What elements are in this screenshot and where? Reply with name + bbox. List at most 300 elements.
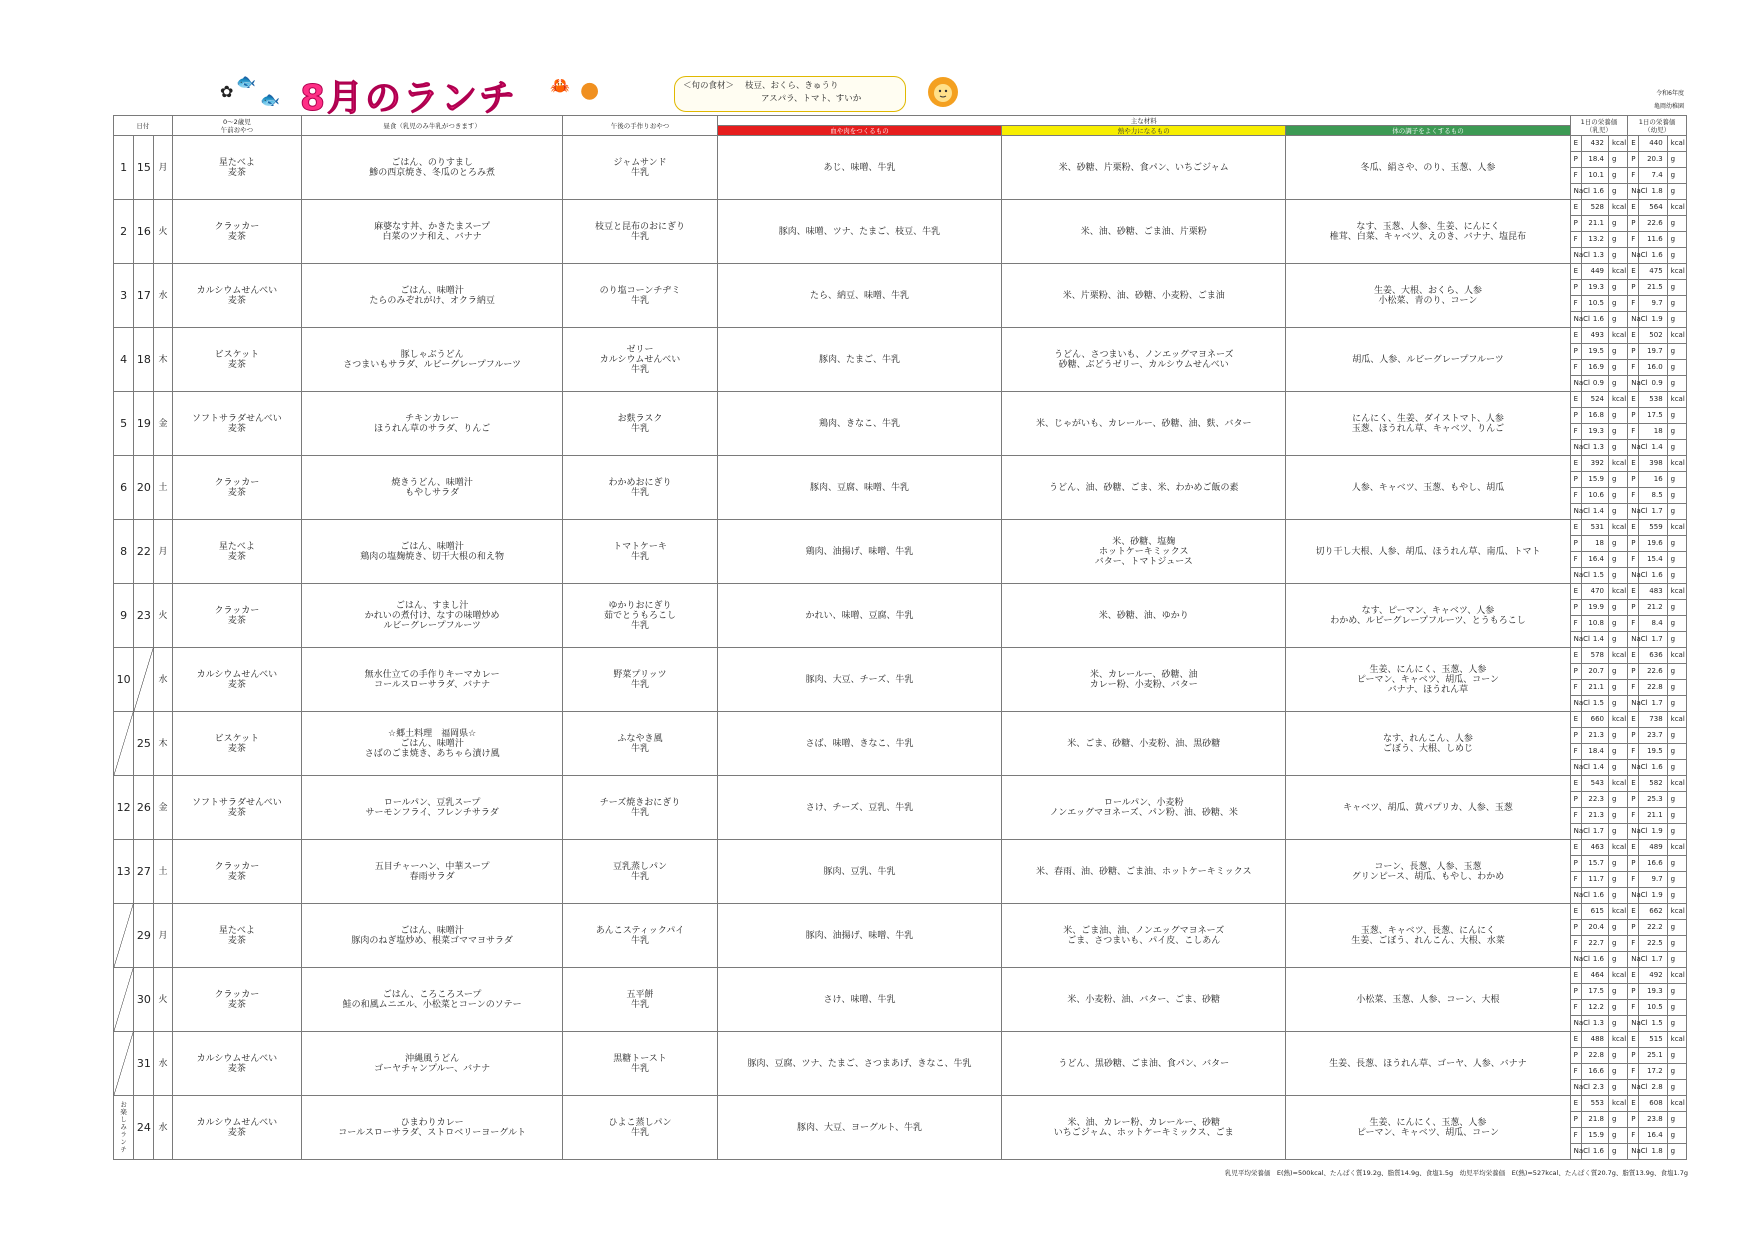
table-row [114, 264, 1687, 280]
table-row [114, 776, 1687, 792]
nutrient-key: F [1570, 744, 1581, 760]
nutrient-key: NaCl [1628, 376, 1639, 392]
nutrient-key: E [1570, 584, 1581, 600]
nutrient-unit: g [1667, 552, 1686, 568]
date-cell: 25 [134, 712, 154, 776]
nutrient-unit: g [1609, 888, 1628, 904]
infant-nutrient-value: 10.1 [1581, 168, 1608, 184]
school-name: 亀岡幼稚園 [1653, 103, 1684, 110]
child-nutrient-value: 1.9 [1639, 312, 1667, 328]
nutrient-key: F [1570, 680, 1581, 696]
nutrient-key: P [1570, 1048, 1581, 1064]
date-cell [134, 648, 154, 712]
nutrient-unit: kcal [1609, 392, 1628, 408]
child-nutrient-value: 1.6 [1639, 568, 1667, 584]
nutrient-key: E [1570, 328, 1581, 344]
infant-nutrient-value: 392 [1581, 456, 1608, 472]
nutrient-key: NaCl [1628, 1080, 1639, 1096]
child-nutrient-value: 19.6 [1639, 536, 1667, 552]
infant-snack-cell: クラッカー 麦茶 [172, 200, 301, 264]
nutrient-key: F [1628, 168, 1639, 184]
afternoon-snack-cell: 五平餅 牛乳 [563, 968, 718, 1032]
infant-nutrient-value: 15.9 [1581, 1128, 1608, 1144]
child-nutrient-value: 22.2 [1639, 920, 1667, 936]
green-group-cell: なす、れんこん、人参 ごぼう、大根、しめじ [1286, 712, 1570, 776]
infant-nutrient-value: 16.6 [1581, 1064, 1608, 1080]
nutrient-unit: g [1667, 1080, 1686, 1096]
infant-nutrient-value: 1.4 [1581, 632, 1608, 648]
nutrient-key: F [1628, 872, 1639, 888]
nutrient-unit: g [1667, 792, 1686, 808]
nutrient-key: F [1570, 296, 1581, 312]
nutrient-unit: g [1609, 1112, 1628, 1128]
table-row [114, 200, 1687, 216]
child-nutrient-value: 19.5 [1639, 744, 1667, 760]
afternoon-snack-cell: のり塩コーンチヂミ 牛乳 [563, 264, 718, 328]
fish-icon: 🐟 [260, 90, 280, 109]
nutrient-unit: g [1609, 616, 1628, 632]
infant-nutrient-value: 578 [1581, 648, 1608, 664]
nutrient-key: P [1570, 408, 1581, 424]
nutrient-key: NaCl [1570, 440, 1581, 456]
nutrient-key: E [1570, 968, 1581, 984]
nutrient-unit: g [1667, 824, 1686, 840]
header-lunch: 昼食（乳児のみ牛乳がつきます） [302, 116, 563, 136]
nutrient-key: F [1570, 360, 1581, 376]
seasonal-line-1: 枝豆、おくら、きゅうり [745, 81, 839, 91]
nutrient-unit: g [1667, 760, 1686, 776]
child-nutrient-value: 398 [1639, 456, 1667, 472]
table-row [114, 136, 1687, 152]
nutrient-key: NaCl [1570, 248, 1581, 264]
nutrient-key: E [1628, 392, 1639, 408]
child-nutrient-value: 492 [1639, 968, 1667, 984]
yellow-group-cell: 米、じゃがいも、カレールー、砂糖、油、麩、バター [1002, 392, 1286, 456]
nutrient-unit: g [1609, 1048, 1628, 1064]
child-nutrient-value: 1.7 [1639, 632, 1667, 648]
nutrient-unit: kcal [1667, 328, 1686, 344]
nutrient-unit: kcal [1609, 456, 1628, 472]
nutrient-unit: g [1609, 696, 1628, 712]
date-cell: 31 [134, 1032, 154, 1096]
nutrient-unit: g [1609, 984, 1628, 1000]
nutrient-key: E [1570, 200, 1581, 216]
weekday-cell: 木 [154, 328, 172, 392]
table-row [114, 584, 1687, 600]
nutrient-key: E [1570, 648, 1581, 664]
yellow-group-cell: 米、砂糖、油、ゆかり [1002, 584, 1286, 648]
nutrient-unit: kcal [1667, 648, 1686, 664]
nutrient-unit: g [1667, 984, 1686, 1000]
nutrient-unit: g [1609, 504, 1628, 520]
lunch-cell: 豚しゃぶうどん さつまいもサラダ、ルビーグレープフルーツ [302, 328, 563, 392]
green-group-cell: 小松菜、玉葱、人参、コーン、大根 [1286, 968, 1570, 1032]
nutrient-unit: g [1667, 248, 1686, 264]
nutrient-unit: g [1609, 1000, 1628, 1016]
day-number: 1 [114, 136, 134, 200]
seasonal-line-2: アスパラ、トマト、すいか [761, 94, 862, 104]
table-row [114, 1032, 1687, 1048]
green-group-cell: コーン、長葱、人参、玉葱 グリンピース、胡瓜、もやし、わかめ [1286, 840, 1570, 904]
nutrient-key: P [1570, 152, 1581, 168]
fish-icon: 🐟 [236, 72, 256, 91]
nutrient-unit: kcal [1609, 520, 1628, 536]
green-group-cell: なす、玉葱、人参、生姜、にんにく 椎茸、白菜、キャベツ、えのき、バナナ、塩昆布 [1286, 200, 1570, 264]
child-nutrient-value: 25.1 [1639, 1048, 1667, 1064]
nutrient-key: F [1570, 616, 1581, 632]
nutrient-unit: g [1609, 536, 1628, 552]
nutrient-unit: g [1667, 1064, 1686, 1080]
red-group-cell: あじ、味噌、牛乳 [717, 136, 1001, 200]
nutrient-key: P [1570, 280, 1581, 296]
weekday-cell: 土 [154, 456, 172, 520]
child-nutrient-value: 559 [1639, 520, 1667, 536]
red-group-cell: 豚肉、たまご、牛乳 [717, 328, 1001, 392]
nutrient-unit: g [1667, 408, 1686, 424]
nutrient-key: P [1570, 600, 1581, 616]
nutrient-unit: kcal [1667, 584, 1686, 600]
seasonal-ingredients-box [674, 76, 906, 112]
nutrient-unit: kcal [1667, 520, 1686, 536]
infant-nutrient-value: 1.3 [1581, 248, 1608, 264]
nutrient-unit: g [1609, 184, 1628, 200]
nutrient-key: P [1570, 920, 1581, 936]
nutrient-unit: kcal [1609, 968, 1628, 984]
header-ingredients: 主な材料 [717, 116, 1570, 126]
nutrient-key: NaCl [1628, 440, 1639, 456]
infant-nutrient-value: 660 [1581, 712, 1608, 728]
nutrient-key: F [1570, 552, 1581, 568]
nutrient-key: P [1628, 280, 1639, 296]
crab-icon: 🦀 [550, 76, 570, 95]
lunch-cell: ごはん、のりすまし 鯵の西京焼き、冬瓜のとろみ煮 [302, 136, 563, 200]
nutrient-unit: g [1667, 664, 1686, 680]
nutrient-key: E [1628, 968, 1639, 984]
child-nutrient-value: 636 [1639, 648, 1667, 664]
nutrient-key: F [1628, 552, 1639, 568]
nutrient-unit: g [1667, 744, 1686, 760]
special-lunch-label: お楽しみランチ [114, 1096, 134, 1160]
infant-snack-cell: カルシウムせんべい 麦茶 [172, 264, 301, 328]
nutrient-key: P [1570, 664, 1581, 680]
infant-nutrient-value: 19.3 [1581, 280, 1608, 296]
infant-snack-cell: ソフトサラダせんべい 麦茶 [172, 392, 301, 456]
nutrient-unit: g [1667, 504, 1686, 520]
beach-ball-icon: ● [580, 78, 600, 103]
afternoon-snack-cell: ゆかりおにぎり 茹でとうもろこし 牛乳 [563, 584, 718, 648]
nutrient-key: F [1628, 296, 1639, 312]
green-group-cell: 冬瓜、絹さや、のり、玉葱、人参 [1286, 136, 1570, 200]
date-cell: 27 [134, 840, 154, 904]
infant-nutrient-value: 1.4 [1581, 504, 1608, 520]
nutrient-key: E [1628, 712, 1639, 728]
weekday-cell: 水 [154, 264, 172, 328]
nutrient-unit: kcal [1609, 328, 1628, 344]
nutrient-unit: g [1667, 536, 1686, 552]
header-green-group: 体の調子をよくするもの [1286, 126, 1570, 136]
nutrient-unit: g [1609, 600, 1628, 616]
nutrient-unit: kcal [1667, 136, 1686, 152]
nutrient-unit: g [1609, 552, 1628, 568]
infant-snack-cell: 星たべよ 麦茶 [172, 904, 301, 968]
infant-nutrient-value: 16.9 [1581, 360, 1608, 376]
nutrient-unit: g [1667, 168, 1686, 184]
child-nutrient-value: 564 [1639, 200, 1667, 216]
infant-snack-cell: ソフトサラダせんべい 麦茶 [172, 776, 301, 840]
nutrient-key: P [1628, 152, 1639, 168]
nutrient-unit: g [1609, 760, 1628, 776]
nutrient-unit: kcal [1609, 1096, 1628, 1112]
infant-nutrient-value: 1.7 [1581, 824, 1608, 840]
green-group-cell: 生姜、大根、おくら、人参 小松菜、青のり、コーン [1286, 264, 1570, 328]
lunch-cell: チキンカレー ほうれん草のサラダ、りんご [302, 392, 563, 456]
green-group-cell: なす、ピーマン、キャベツ、人参 わかめ、ルビーグレープフルーツ、とうもろこし [1286, 584, 1570, 648]
child-nutrient-value: 608 [1639, 1096, 1667, 1112]
nutrient-key: E [1628, 584, 1639, 600]
child-nutrient-value: 19.7 [1639, 344, 1667, 360]
lunch-menu-table [113, 115, 1687, 1160]
nutrient-key: NaCl [1570, 1080, 1581, 1096]
nutrient-key: P [1628, 472, 1639, 488]
child-nutrient-value: 22.8 [1639, 680, 1667, 696]
day-number: 3 [114, 264, 134, 328]
afternoon-snack-cell: ゼリー カルシウムせんべい 牛乳 [563, 328, 718, 392]
nutrient-key: P [1628, 344, 1639, 360]
infant-snack-cell: カルシウムせんべい 麦茶 [172, 1096, 301, 1160]
nutrient-key: P [1570, 216, 1581, 232]
weekday-cell: 月 [154, 520, 172, 584]
nutrient-unit: g [1667, 872, 1686, 888]
red-group-cell: さけ、チーズ、豆乳、牛乳 [717, 776, 1001, 840]
infant-nutrient-value: 19.5 [1581, 344, 1608, 360]
infant-snack-cell: カルシウムせんべい 麦茶 [172, 648, 301, 712]
yellow-group-cell: 米、春雨、油、砂糖、ごま油、ホットケーキミックス [1002, 840, 1286, 904]
nutrient-unit: g [1609, 152, 1628, 168]
nutrient-key: E [1570, 392, 1581, 408]
nutrient-key: E [1570, 520, 1581, 536]
child-nutrient-value: 16.4 [1639, 1128, 1667, 1144]
child-nutrient-value: 0.9 [1639, 376, 1667, 392]
red-group-cell: 豚肉、大豆、ヨーグルト、牛乳 [717, 1096, 1001, 1160]
infant-snack-cell: 星たべよ 麦茶 [172, 136, 301, 200]
infant-nutrient-value: 1.5 [1581, 568, 1608, 584]
day-number: 6 [114, 456, 134, 520]
infant-nutrient-value: 15.7 [1581, 856, 1608, 872]
red-group-cell: 豚肉、味噌、ツナ、たまご、枝豆、牛乳 [717, 200, 1001, 264]
lunch-cell: ごはん、すまし汁 かれいの煮付け、なすの味噌炒め ルビーグレープフルーツ [302, 584, 563, 648]
yellow-group-cell: 米、小麦粉、油、バター、ごま、砂糖 [1002, 968, 1286, 1032]
header-date: 日付 [114, 116, 173, 136]
nutrient-key: F [1628, 1064, 1639, 1080]
nutrient-key: NaCl [1570, 888, 1581, 904]
green-group-cell: 玉葱、キャベツ、長葱、にんにく 生姜、ごぼう、れんこん、大根、水菜 [1286, 904, 1570, 968]
child-nutrient-value: 10.5 [1639, 1000, 1667, 1016]
lunch-cell: 焼きうどん、味噌汁 もやしサラダ [302, 456, 563, 520]
nutrient-key: F [1628, 424, 1639, 440]
nutrient-key: P [1570, 536, 1581, 552]
nutrient-unit: g [1609, 1144, 1628, 1160]
child-nutrient-value: 1.6 [1639, 248, 1667, 264]
red-group-cell: 鶏肉、きなこ、牛乳 [717, 392, 1001, 456]
nutrient-unit: kcal [1667, 264, 1686, 280]
yellow-group-cell: 米、ごま、砂糖、小麦粉、油、黒砂糖 [1002, 712, 1286, 776]
nutrient-key: NaCl [1570, 504, 1581, 520]
day-number [114, 968, 134, 1032]
nutrient-key: NaCl [1570, 632, 1581, 648]
child-nutrient-value: 21.1 [1639, 808, 1667, 824]
nutrient-unit: g [1609, 248, 1628, 264]
child-nutrient-value: 1.7 [1639, 696, 1667, 712]
infant-nutrient-value: 1.4 [1581, 760, 1608, 776]
header-yellow-group: 熱や力になるもの [1002, 126, 1286, 136]
nutrient-key: E [1628, 456, 1639, 472]
nutrient-key: P [1628, 1112, 1639, 1128]
infant-nutrient-value: 10.8 [1581, 616, 1608, 632]
infant-nutrient-value: 2.3 [1581, 1080, 1608, 1096]
nutrient-unit: g [1667, 488, 1686, 504]
nutrient-unit: g [1667, 1128, 1686, 1144]
nutrient-key: P [1628, 920, 1639, 936]
yellow-group-cell: 米、ごま油、油、ノンエッグマヨネーズ ごま、さつまいも、パイ皮、こしあん [1002, 904, 1286, 968]
child-nutrient-value: 7.4 [1639, 168, 1667, 184]
lunch-cell: ごはん、ころころスープ 鮭の和風ムニエル、小松菜とコーンのソテー [302, 968, 563, 1032]
nutrient-unit: g [1609, 1128, 1628, 1144]
child-nutrient-value: 16.6 [1639, 856, 1667, 872]
nutrient-key: NaCl [1570, 760, 1581, 776]
afternoon-snack-cell: 野菜プリッツ 牛乳 [563, 648, 718, 712]
child-nutrient-value: 17.5 [1639, 408, 1667, 424]
infant-nutrient-value: 493 [1581, 328, 1608, 344]
child-nutrient-value: 16.0 [1639, 360, 1667, 376]
nutrient-unit: kcal [1667, 200, 1686, 216]
nutrient-key: F [1628, 936, 1639, 952]
page-title: 8月のランチ [300, 78, 518, 119]
table-row [114, 392, 1687, 408]
nutrient-key: F [1570, 936, 1581, 952]
nutrient-unit: g [1609, 344, 1628, 360]
infant-nutrient-value: 463 [1581, 840, 1608, 856]
nutrient-key: P [1570, 1112, 1581, 1128]
infant-nutrient-value: 19.3 [1581, 424, 1608, 440]
nutrient-unit: g [1667, 808, 1686, 824]
nutrient-key: F [1570, 1064, 1581, 1080]
red-group-cell: 豚肉、豆腐、ツナ、たまご、さつまあげ、きなこ、牛乳 [717, 1032, 1001, 1096]
weekday-cell: 土 [154, 840, 172, 904]
child-nutrient-value: 662 [1639, 904, 1667, 920]
green-group-cell: キャベツ、胡瓜、黄パプリカ、人参、玉葱 [1286, 776, 1570, 840]
child-nutrient-value: 22.5 [1639, 936, 1667, 952]
green-group-cell: 人参、キャベツ、玉葱、もやし、胡瓜 [1286, 456, 1570, 520]
infant-nutrient-value: 21.3 [1581, 728, 1608, 744]
nutrient-unit: g [1609, 680, 1628, 696]
infant-nutrient-value: 449 [1581, 264, 1608, 280]
weekday-cell: 水 [154, 648, 172, 712]
child-nutrient-value: 483 [1639, 584, 1667, 600]
child-nutrient-value: 25.3 [1639, 792, 1667, 808]
infant-nutrient-value: 464 [1581, 968, 1608, 984]
infant-nutrient-value: 16.8 [1581, 408, 1608, 424]
child-nutrient-value: 15.4 [1639, 552, 1667, 568]
child-nutrient-value: 11.6 [1639, 232, 1667, 248]
nutrient-key: E [1570, 904, 1581, 920]
lion-icon [925, 74, 961, 110]
nutrient-key: F [1570, 488, 1581, 504]
day-number: 8 [114, 520, 134, 584]
nutrient-unit: g [1609, 216, 1628, 232]
date-cell: 29 [134, 904, 154, 968]
nutrient-key: F [1628, 616, 1639, 632]
weekday-cell: 水 [154, 1096, 172, 1160]
nutrient-unit: g [1609, 296, 1628, 312]
nutrient-key: NaCl [1628, 568, 1639, 584]
infant-nutrient-value: 1.6 [1581, 312, 1608, 328]
nutrient-unit: g [1609, 232, 1628, 248]
nutrient-unit: g [1667, 1016, 1686, 1032]
infant-nutrient-value: 10.5 [1581, 296, 1608, 312]
red-group-cell: かれい、味噌、豆腐、牛乳 [717, 584, 1001, 648]
nutrient-unit: kcal [1667, 1032, 1686, 1048]
child-nutrient-value: 8.5 [1639, 488, 1667, 504]
nutrient-key: P [1628, 1048, 1639, 1064]
nutrient-key: P [1628, 792, 1639, 808]
nutrient-unit: kcal [1609, 904, 1628, 920]
header-nutrition-infant: 1日の栄養価 （乳児） [1570, 116, 1628, 136]
nutrient-key: NaCl [1628, 696, 1639, 712]
date-cell: 15 [134, 136, 154, 200]
nutrient-unit: g [1667, 152, 1686, 168]
header-nutrition-child: 1日の栄養価 （幼児） [1628, 116, 1687, 136]
average-nutrition-footer: 乳児平均栄養価 E(熱)=500kcal、たんぱく質19.2g、脂質14.9g、食塩1.5g 幼児平均栄養価 E(熱)=527kcal、たんぱく質20.7g、脂質13.9g、食塩1.7g [1224, 1169, 1688, 1177]
nutrient-key: P [1628, 600, 1639, 616]
table-row [114, 840, 1687, 856]
weekday-cell: 月 [154, 904, 172, 968]
nutrient-key: F [1570, 808, 1581, 824]
infant-nutrient-value: 470 [1581, 584, 1608, 600]
nutrient-key: NaCl [1570, 184, 1581, 200]
nutrient-unit: g [1609, 728, 1628, 744]
nutrient-unit: g [1609, 472, 1628, 488]
nutrient-unit: g [1667, 856, 1686, 872]
day-number: 5 [114, 392, 134, 456]
weekday-cell: 水 [154, 1032, 172, 1096]
afternoon-snack-cell: ジャムサンド 牛乳 [563, 136, 718, 200]
afternoon-snack-cell: お麩ラスク 牛乳 [563, 392, 718, 456]
infant-snack-cell: クラッカー 麦茶 [172, 840, 301, 904]
nutrient-unit: g [1609, 440, 1628, 456]
nutrient-key: NaCl [1570, 824, 1581, 840]
nutrient-unit: g [1667, 472, 1686, 488]
nutrient-unit: g [1609, 856, 1628, 872]
infant-nutrient-value: 22.3 [1581, 792, 1608, 808]
nutrient-unit: g [1667, 312, 1686, 328]
nutrient-key: P [1628, 728, 1639, 744]
green-group-cell: 生姜、にんにく、玉葱、人参 ピーマン、キャベツ、胡瓜、コーン [1286, 1096, 1570, 1160]
child-nutrient-value: 1.4 [1639, 440, 1667, 456]
nutrient-unit: g [1609, 744, 1628, 760]
nutrient-key: NaCl [1570, 1144, 1581, 1160]
nutrient-key: F [1570, 872, 1581, 888]
nutrient-key: NaCl [1570, 1016, 1581, 1032]
nutrient-unit: g [1609, 312, 1628, 328]
header-afternoon-snack: 午後の手作りおやつ [563, 116, 718, 136]
child-nutrient-value: 1.8 [1639, 184, 1667, 200]
date-cell: 19 [134, 392, 154, 456]
infant-nutrient-value: 553 [1581, 1096, 1608, 1112]
infant-nutrient-value: 17.5 [1581, 984, 1608, 1000]
lunch-cell: ひまわりカレー コールスローサラダ、ストロベリーヨーグルト [302, 1096, 563, 1160]
nutrient-unit: kcal [1667, 776, 1686, 792]
red-group-cell: さけ、味噌、牛乳 [717, 968, 1001, 1032]
